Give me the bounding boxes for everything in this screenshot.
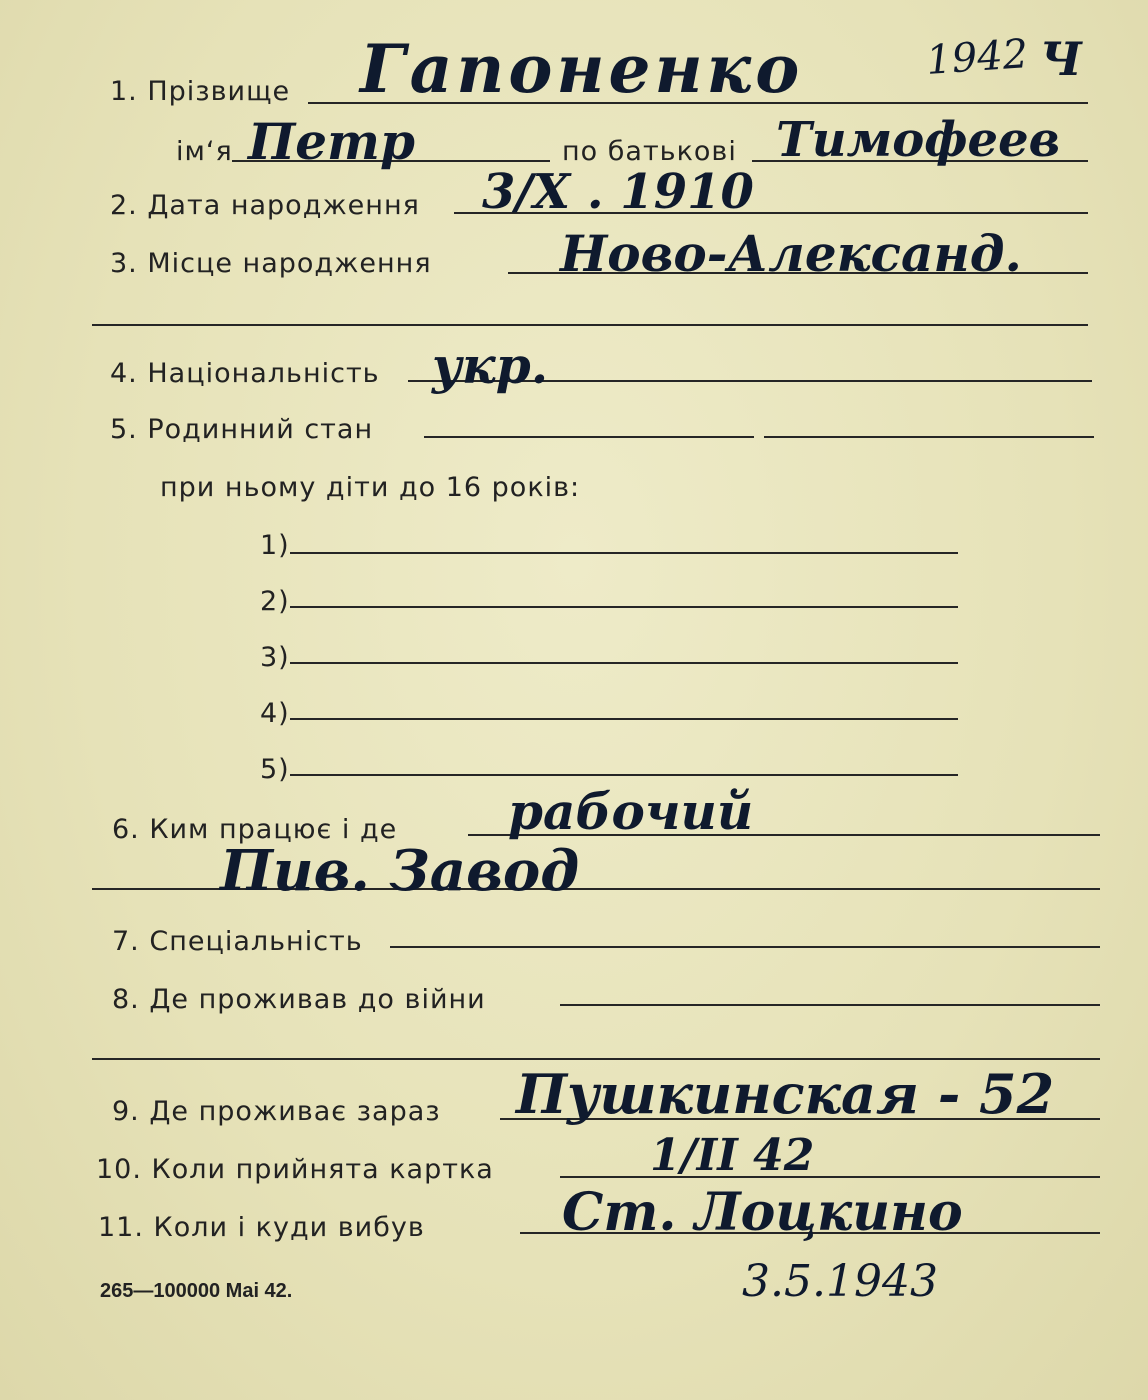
birth-date-value: 3/X . 1910 [482, 164, 754, 220]
prewar-residence-line-2 [92, 1058, 1100, 1060]
nationality-label: 4. Національність [110, 358, 380, 389]
marital-status-label: 5. Родинний стан [110, 414, 374, 445]
child-3-label: 3) [260, 642, 290, 673]
child-3-line [290, 662, 958, 664]
departed-where-value: Ст. Лоцкино [562, 1182, 963, 1243]
marital-status-line-a [424, 436, 754, 438]
child-2-label: 2) [260, 586, 290, 617]
occupation-value-1: рабочий [508, 782, 754, 841]
birth-place-line-2 [92, 324, 1088, 326]
child-1-line [290, 552, 958, 554]
card-accepted-value: 1/II 42 [650, 1130, 815, 1181]
occupation-value-2: Пив. Завод [220, 838, 580, 904]
prewar-residence-label: 8. Де проживав до війни [112, 984, 486, 1015]
print-run-footer: 265—100000 Mai 42. [100, 1280, 293, 1302]
child-4-label: 4) [260, 698, 290, 729]
marital-status-line-b [764, 436, 1094, 438]
year-note: 1942 [924, 31, 1030, 84]
current-residence-value: Пушкинская - 52 [516, 1062, 1055, 1126]
patronymic-value: Тимофеев [776, 112, 1061, 168]
nationality-value: укр. [432, 336, 549, 395]
card-accepted-label: 10. Коли прийнята картка [96, 1154, 494, 1185]
current-residence-label: 9. Де проживає зараз [112, 1096, 441, 1127]
child-4-line [290, 718, 958, 720]
child-5-label: 5) [260, 754, 290, 785]
prewar-residence-line [560, 1004, 1100, 1006]
birth-place-label: 3. Місце народження [110, 248, 432, 279]
specialty-line [390, 946, 1100, 948]
child-5-line [290, 774, 958, 776]
children-label: при ньому діти до 16 років: [160, 472, 581, 503]
birth-place-value: Ново-Александ. [560, 224, 1022, 283]
surname-value: Гапоненко [360, 30, 804, 108]
child-2-line [290, 606, 958, 608]
first-name-label: ім‘я [176, 136, 233, 167]
departed-label: 11. Коли і куди вибув [98, 1212, 425, 1243]
surname-label: 1. Прізвище [110, 76, 291, 107]
letter-note: Ч [1040, 32, 1083, 86]
occupation-label: 6. Ким працює і де [112, 814, 398, 845]
card-accepted-line [560, 1176, 1100, 1178]
patronymic-label: по батькові [562, 136, 737, 167]
specialty-label: 7. Спеціальність [112, 926, 363, 957]
birth-date-label: 2. Дата народження [110, 190, 420, 221]
departed-date-value: 3.5.1943 [742, 1256, 938, 1307]
first-name-value: Петр [248, 112, 415, 171]
child-1-label: 1) [260, 530, 290, 561]
